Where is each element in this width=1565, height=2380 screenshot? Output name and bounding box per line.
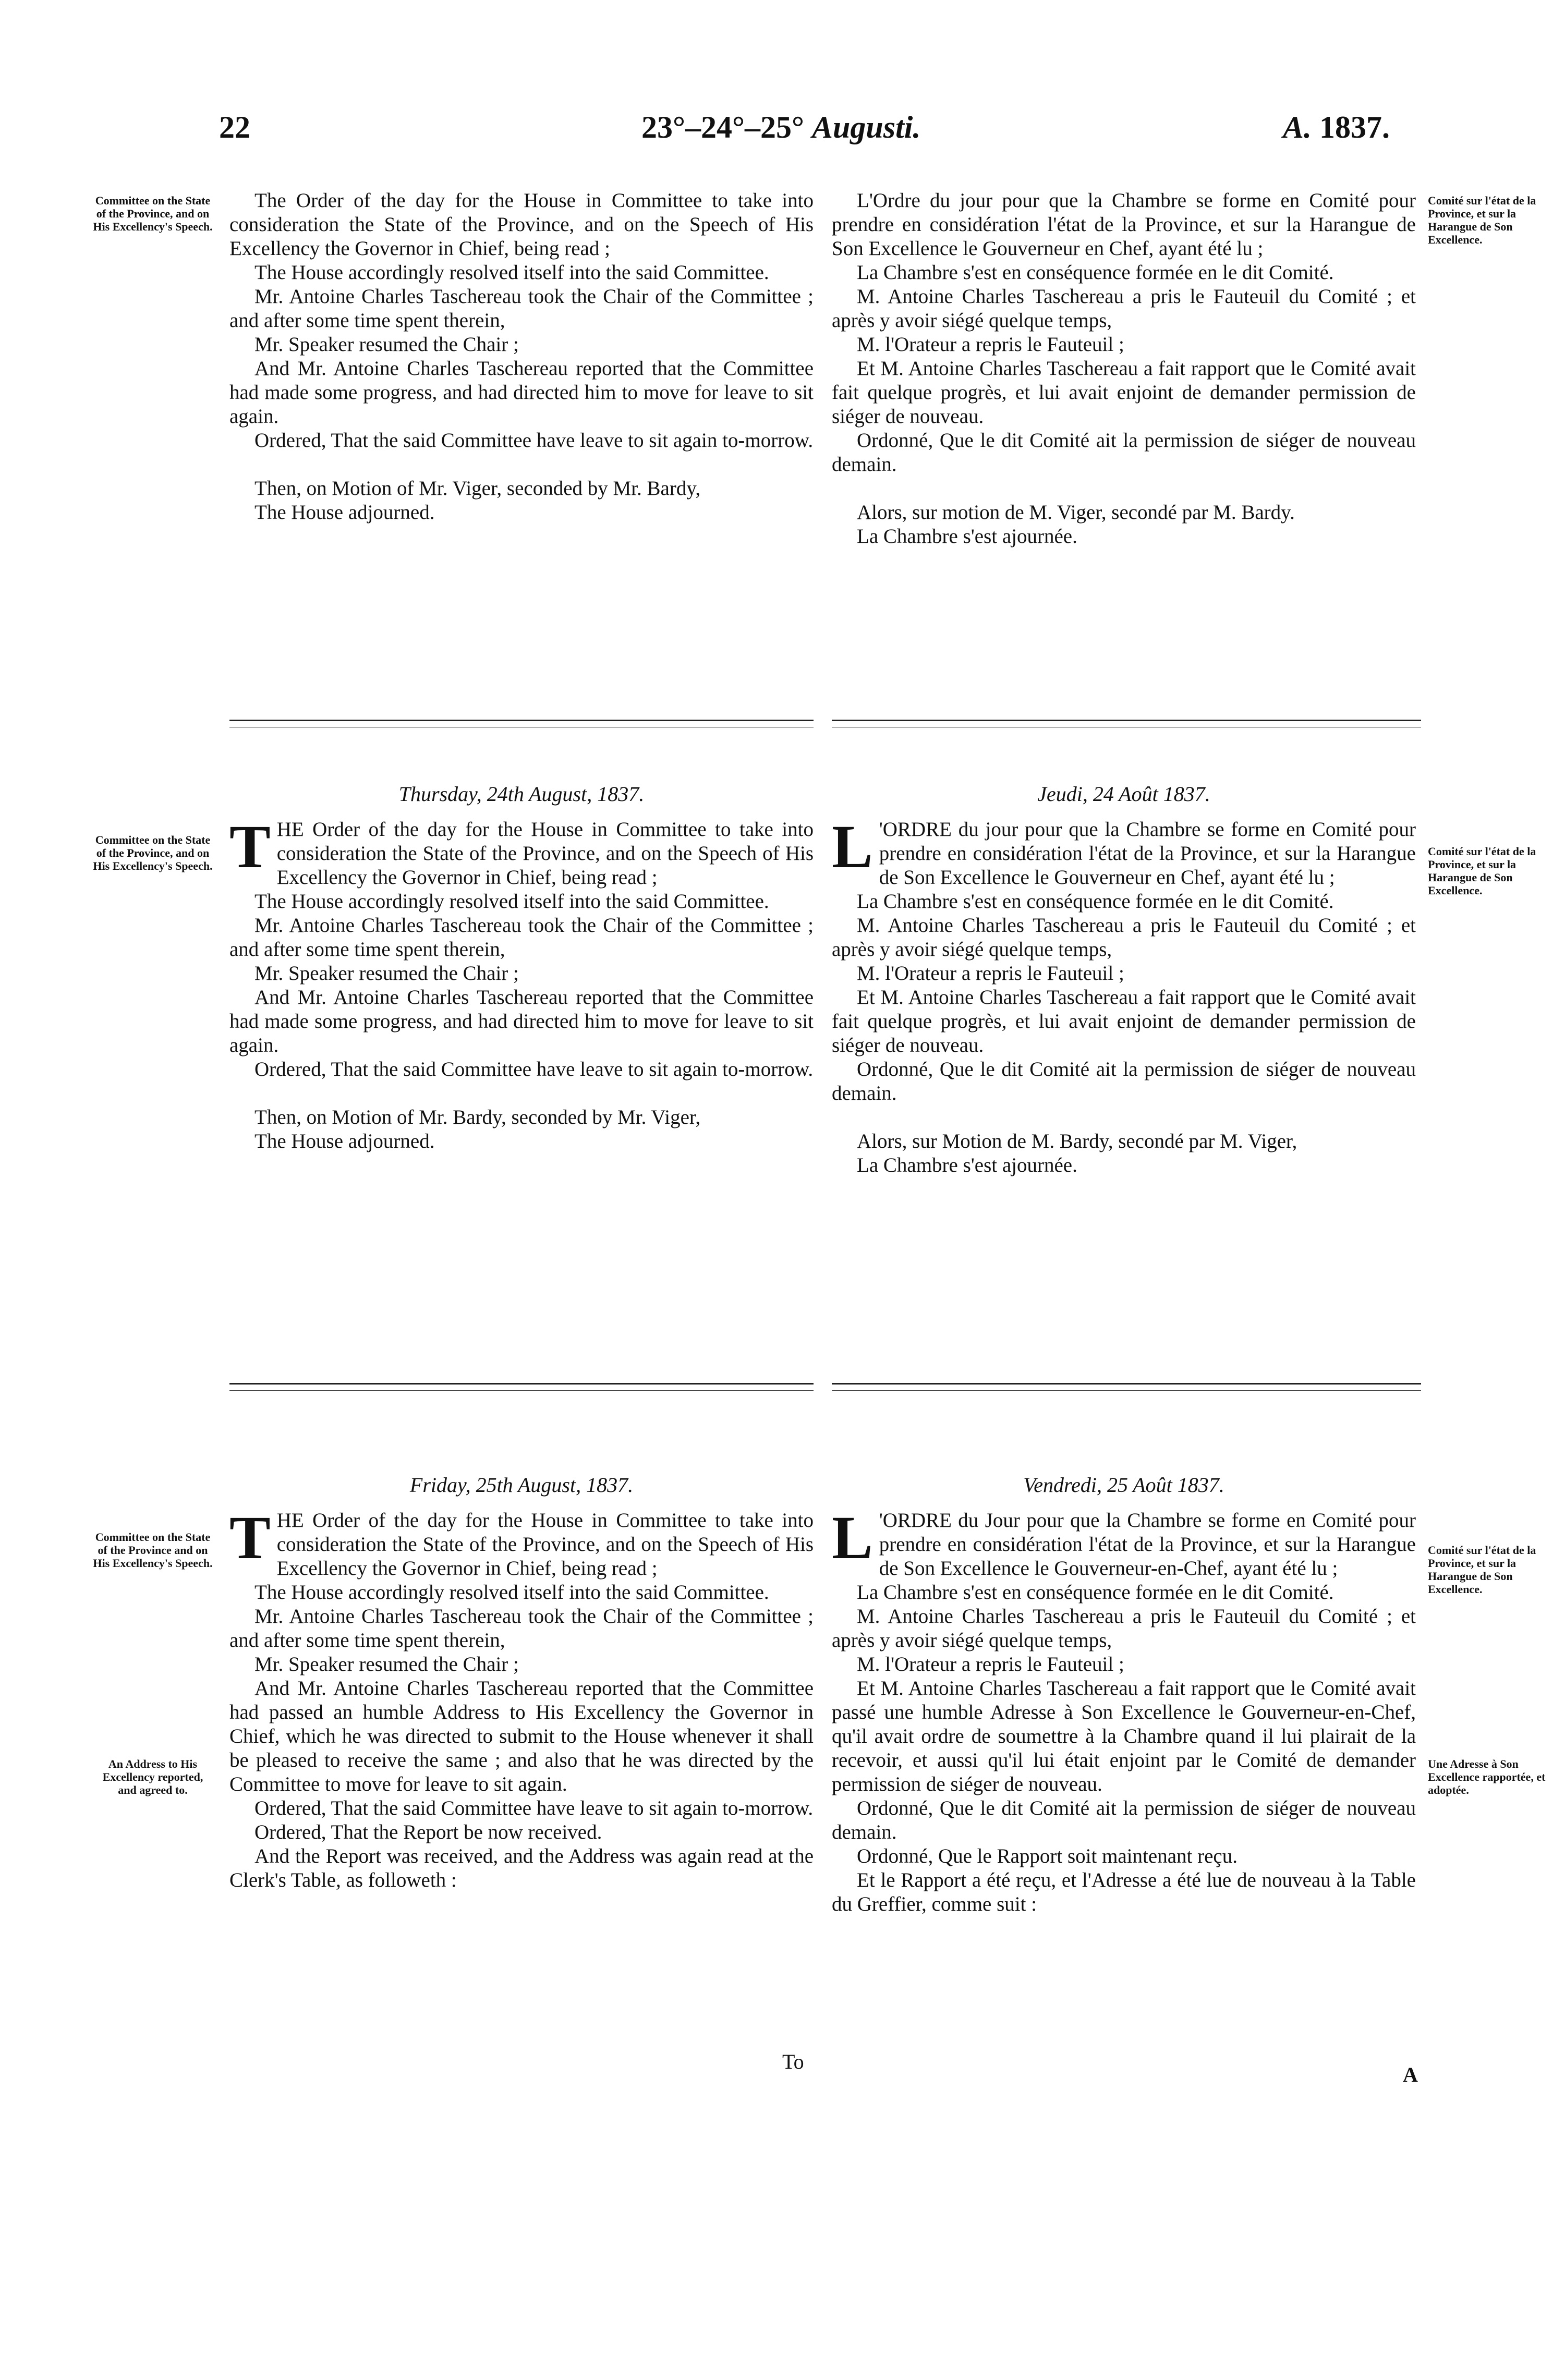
s3-en-para: The House accordingly resolved itself into the said Committee. bbox=[254, 1581, 769, 1604]
s1-fr-para: Et M. Antoine Charles Taschereau a fait rapport que le Comité avait fait quelque progrès, et lui avait enjoint de demander permission de siéger de nouveau. bbox=[832, 357, 1416, 428]
s2-en-para: Then, on Motion of Mr. Bardy, seconded by Mr. Viger, bbox=[254, 1106, 701, 1128]
margin-note-s1-right: Comité sur l'état de la Province, et sur la Harangue de Son Excellence. bbox=[1428, 194, 1536, 246]
margin-note-s3-address-right: Une Adresse à Son Excellence rapportée, et adoptée. bbox=[1428, 1757, 1546, 1796]
s1-en-para: The House accordingly resolved itself into the said Committee. bbox=[254, 261, 769, 284]
s2-english-column bbox=[229, 782, 814, 1153]
s3-fr-para: Et M. Antoine Charles Taschereau a fait rapport que le Comité avait passé une humble Adresse à Son Excellence le Gouverneur-en-Chef, qu'il avait ordre de soumettre à la Chambre quand il lui plairait de la recevoir, et aussi qu'il lui était enjoint par le Comité de demander permission de siéger de nouveau. bbox=[832, 1677, 1416, 1795]
s1-en-para: The House adjourned. bbox=[254, 501, 435, 524]
header-dates bbox=[641, 110, 920, 145]
s2-en-first-para bbox=[229, 812, 814, 890]
drop-cap: L bbox=[832, 812, 873, 881]
s2-en-para: Ordered, That the said Committee have leave to sit again to-morrow. bbox=[254, 1058, 814, 1080]
s1-fr-para: Alors, sur motion de M. Viger, secondé par M. Bardy. bbox=[857, 501, 1295, 524]
s3-fr-para: Ordonné, Que le dit Comité ait la permission de siéger de nouveau demain. bbox=[832, 1797, 1416, 1843]
header-year-number: 1837. bbox=[1319, 110, 1390, 144]
catchword-en: To bbox=[782, 2050, 804, 2073]
header-year bbox=[1283, 110, 1390, 145]
s3-english-column bbox=[229, 1473, 814, 1892]
s3-en-para: Mr. Speaker resumed the Chair ; bbox=[254, 1653, 519, 1675]
section-divider-thin bbox=[229, 1390, 814, 1391]
drop-cap: T bbox=[229, 812, 271, 881]
header-month: Augusti. bbox=[811, 110, 921, 144]
s1-fr-para: La Chambre s'est en conséquence formée en le dit Comité. bbox=[857, 261, 1334, 284]
section-divider bbox=[229, 720, 814, 721]
s3-fr-first-para bbox=[832, 1503, 1416, 1581]
s2-date-en: Thursday, 24th August, 1837. bbox=[398, 782, 645, 806]
s1-en-para: Mr. Speaker resumed the Chair ; bbox=[254, 333, 519, 356]
s3-date-en: Friday, 25th August, 1837. bbox=[409, 1473, 634, 1497]
margin-note-s3-right: Comité sur l'état de la Province, et sur la Harangue de Son Excellence. bbox=[1428, 1544, 1536, 1596]
margin-note-s2-left: Committee on the State of the Province, and on His Excellency's Speech. bbox=[93, 833, 213, 872]
s2-date-fr: Jeudi, 24 Août 1837. bbox=[1037, 782, 1210, 806]
s2-en-para: The House adjourned. bbox=[254, 1130, 435, 1152]
s2-fr-para: Alors, sur Motion de M. Bardy, secondé par M. Viger, bbox=[857, 1130, 1297, 1152]
margin-note-s1-left: Committee on the State of the Province, and on His Excellency's Speech. bbox=[93, 194, 213, 233]
s3-fr-para: Et le Rapport a été reçu, et l'Adresse a été lue de nouveau à la Table du Greffier, comme suit : bbox=[832, 1869, 1416, 1915]
s2-en-first-text: HE Order of the day for the House in Committee to take into consideration the State of the Province, and on the Speech of His Excellency the Governor in Chief, being read ; bbox=[276, 818, 814, 889]
s3-fr-first-text: 'ORDRE du Jour pour que la Chambre se forme en Comité pour prendre en considération l'état de la Province, et sur la Harangue de Son Excellence le Gouverneur-en-Chef, ayant été lu ; bbox=[879, 1509, 1416, 1580]
s1-french-column bbox=[832, 189, 1416, 549]
s2-fr-para: M. Antoine Charles Taschereau a pris le Fauteuil du Comité ; et après y avoir siégé quelque temps, bbox=[832, 914, 1416, 961]
s1-en-para: Mr. Antoine Charles Taschereau took the Chair of the Committee ; and after some time spent therein, bbox=[229, 285, 814, 332]
s2-en-para: And Mr. Antoine Charles Taschereau reported that the Committee had made some progress, and had directed him to move for leave to sit again. bbox=[229, 986, 814, 1057]
s1-fr-para: Ordonné, Que le dit Comité ait la permission de siéger de nouveau demain. bbox=[832, 429, 1416, 476]
s2-fr-first-text: 'ORDRE du jour pour que la Chambre se forme en Comité pour prendre en considération l'état de la Province, et sur la Harangue de Son Excellence le Gouverneur en Chef, ayant été lu ; bbox=[879, 818, 1416, 889]
s3-fr-para: M. l'Orateur a repris le Fauteuil ; bbox=[857, 1653, 1124, 1675]
s2-fr-para: La Chambre s'est en conséquence formée en le dit Comité. bbox=[857, 890, 1334, 913]
s3-en-para: And Mr. Antoine Charles Taschereau reported that the Committee had passed an humble Address to His Excellency the Governor in Chief, which he was directed to submit to the House whenever it shall be pleased to receive the same ; and also that he was directed by the Committee to move for leave to sit again. bbox=[229, 1677, 814, 1795]
s2-en-para: The House accordingly resolved itself into the said Committee. bbox=[254, 890, 769, 913]
section-divider bbox=[229, 1383, 814, 1385]
header-year-prefix: A. bbox=[1283, 110, 1312, 144]
s1-fr-para: M. Antoine Charles Taschereau a pris le Fauteuil du Comité ; et après y avoir siégé quelque temps, bbox=[832, 285, 1416, 332]
s2-french-column bbox=[832, 782, 1416, 1177]
margin-note-s2-right: Comité sur l'état de la Province, et sur la Harangue de Son Excellence. bbox=[1428, 845, 1536, 897]
s2-fr-para: M. l'Orateur a repris le Fauteuil ; bbox=[857, 962, 1124, 985]
s3-en-first-para bbox=[229, 1503, 814, 1581]
s3-en-para: Ordered, That the Report be now received. bbox=[254, 1821, 602, 1843]
s3-en-para: Ordered, That the said Committee have leave to sit again to-morrow. bbox=[254, 1797, 814, 1819]
drop-cap: L bbox=[832, 1503, 873, 1572]
s3-fr-para: Ordonné, Que le Rapport soit maintenant reçu. bbox=[857, 1845, 1238, 1867]
s2-fr-first-para bbox=[832, 812, 1416, 890]
catchword-fr: A bbox=[1403, 2063, 1418, 2086]
s1-en-para: The Order of the day for the House in Committee to take into consideration the State of the Province, and on the Speech of His Excellency the Governor in Chief, being read ; bbox=[229, 189, 814, 260]
s3-en-para: And the Report was received, and the Address was again read at the Clerk's Table, as followeth : bbox=[229, 1845, 814, 1891]
s1-fr-para: L'Ordre du jour pour que la Chambre se forme en Comité pour prendre en considération l'état de la Province, et sur la Harangue de Son Excellence le Gouverneur en Chef, ayant été lu ; bbox=[832, 189, 1416, 260]
s2-fr-para: Ordonné, Que le dit Comité ait la permission de siéger de nouveau demain. bbox=[832, 1058, 1416, 1104]
page-number: 22 bbox=[219, 110, 250, 144]
section-divider bbox=[832, 1383, 1421, 1385]
s1-fr-para: La Chambre s'est ajournée. bbox=[857, 525, 1077, 548]
s3-en-first-text: HE Order of the day for the House in Committee to take into consideration the State of the Province, and on the Speech of His Excellency the Governor in Chief, being read ; bbox=[276, 1509, 814, 1580]
s3-french-column bbox=[832, 1473, 1416, 1916]
s1-en-para: And Mr. Antoine Charles Taschereau reported that the Committee had made some progress, and had directed him to move for leave to sit again. bbox=[229, 357, 814, 428]
s3-date-fr: Vendredi, 25 Août 1837. bbox=[1023, 1473, 1224, 1497]
s1-en-para: Then, on Motion of Mr. Viger, seconded by Mr. Bardy, bbox=[254, 477, 701, 500]
margin-note-s3-address-left: An Address to His Excellency reported, and agreed to. bbox=[102, 1757, 203, 1796]
margin-note-s3-left: Committee on the State of the Province and on His Excellency's Speech. bbox=[93, 1531, 213, 1570]
s3-en-para: Mr. Antoine Charles Taschereau took the Chair of the Committee ; and after some time spent therein, bbox=[229, 1605, 814, 1652]
s2-en-para: Mr. Speaker resumed the Chair ; bbox=[254, 962, 519, 985]
page-header bbox=[0, 110, 1565, 156]
s2-fr-para: La Chambre s'est ajournée. bbox=[857, 1154, 1077, 1176]
s1-english-column bbox=[229, 189, 814, 525]
s3-fr-para: M. Antoine Charles Taschereau a pris le Fauteuil du Comité ; et après y avoir siégé quelque temps, bbox=[832, 1605, 1416, 1652]
s3-fr-para: La Chambre s'est en conséquence formée en le dit Comité. bbox=[857, 1581, 1334, 1604]
s2-en-para: Mr. Antoine Charles Taschereau took the Chair of the Committee ; and after some time spent therein, bbox=[229, 914, 814, 961]
s2-fr-para: Et M. Antoine Charles Taschereau a fait rapport que le Comité avait fait quelque progrès, et lui avait enjoint de demander permission de siéger de nouveau. bbox=[832, 986, 1416, 1057]
drop-cap: T bbox=[229, 1503, 271, 1572]
header-day-range: 23°–24°–25° bbox=[641, 110, 804, 144]
section-divider-thin bbox=[832, 1390, 1421, 1391]
s1-en-para: Ordered, That the said Committee have leave to sit again to-morrow. bbox=[254, 429, 814, 452]
section-divider bbox=[832, 720, 1421, 721]
s1-fr-para: M. l'Orateur a repris le Fauteuil ; bbox=[857, 333, 1124, 356]
